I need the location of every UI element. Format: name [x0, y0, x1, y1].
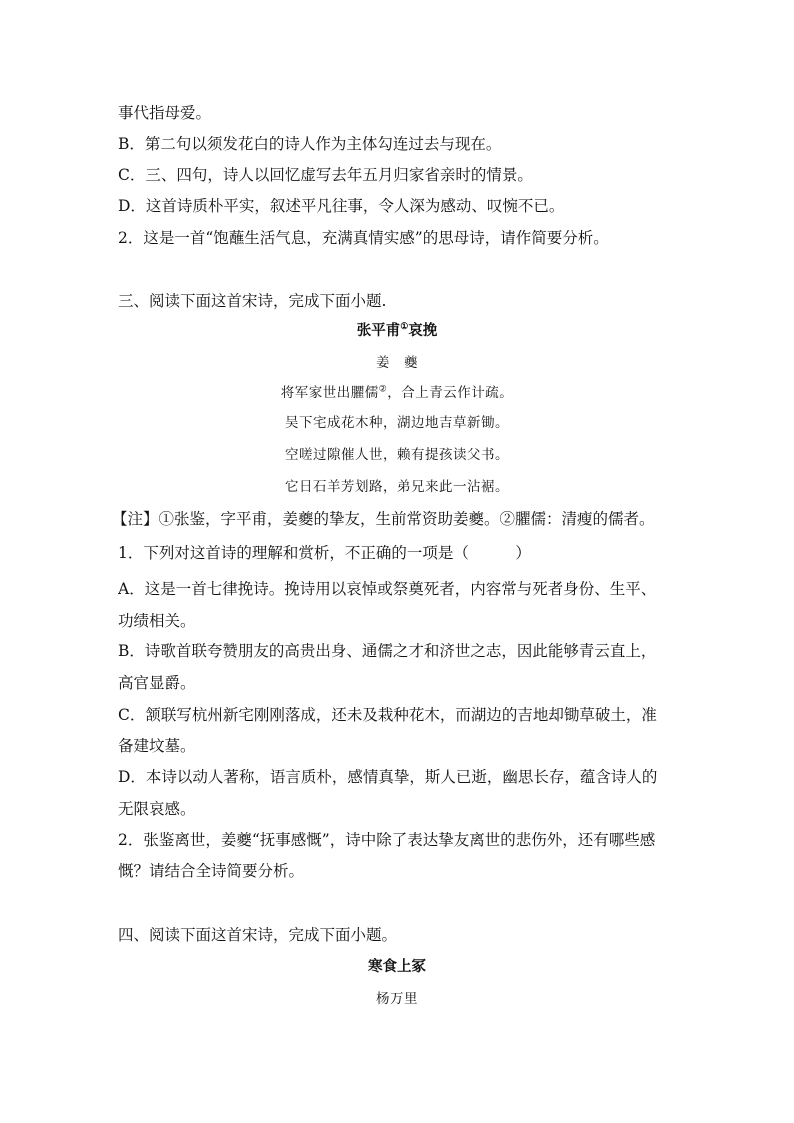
poem-title-text: 张平甫	[356, 322, 401, 339]
option-d: D．这首诗质朴平实，叙述平凡往事，令人深为感动、叹惋不已。	[118, 197, 565, 215]
option-a-line-2: 功绩相关。	[118, 612, 196, 630]
poem-line-1-b: ，合上青云作计疏。	[387, 385, 514, 401]
option-d-line-2: 无限哀感。	[118, 800, 196, 818]
option-b: B．第二句以须发花白的诗人作为主体勾连过去与现在。	[118, 135, 502, 153]
option-b-line-2: 高官显爵。	[118, 674, 196, 692]
poem-title-2: 寒食上冢	[368, 958, 426, 975]
poem-author-2: 杨万里	[376, 991, 418, 1007]
poem-line-2: 吴下宅成花木种，湖边地吉草新锄。	[285, 415, 509, 431]
option-c: C．三、四句，诗人以回忆虚写去年五月归家省亲时的情景。	[118, 166, 533, 184]
text-line: 事代指母爱。	[118, 104, 212, 122]
poem-line-1-a: 将军家世出臞儒	[280, 385, 379, 401]
option-d-line-1: D．本诗以动人著称，语言质朴，感情真挚，斯人已逝，幽思长存，蕴含诗人的	[118, 768, 658, 786]
poem-note: 【注】①张鉴，字平甫，姜夔的挚友，生前常资助姜夔。②臞儒：清瘦的儒者。	[112, 510, 655, 528]
option-c-line-1: C．颔联写杭州新宅刚刚落成，还未及栽种花木，而湖边的吉地却锄草破土，准	[118, 706, 657, 724]
poem-title-suffix: 哀挽	[408, 322, 438, 339]
option-b-line-1: B．诗歌首联夸赞朋友的高贵出身、通儒之才和济世之志，因此能够青云直上，	[118, 642, 657, 660]
question-1: 1．下列对这首诗的理解和赏析，不正确的一项是（ ）	[118, 544, 531, 562]
poem-author: 姜 夔	[376, 355, 418, 371]
question-2-line-1: 2．张鉴离世，姜夔“抚事感慨”，诗中除了表达挚友离世的悲伤外，还有哪些感	[118, 831, 656, 849]
section-3-heading: 三、阅读下面这首宋诗，完成下面小题.	[118, 292, 387, 310]
option-c-line-2: 备建坟墓。	[118, 737, 196, 755]
footnote-mark-2: ②	[378, 384, 388, 395]
poem-line-1	[0, 382, 794, 404]
question-2: 2．这是一首“饱蘸生活气息，充满真情实感”的思母诗，请作简要分析。	[118, 229, 609, 247]
poem-title	[0, 320, 794, 342]
section-4-heading: 四、阅读下面这首宋诗，完成下面小题。	[118, 926, 398, 944]
question-2-line-2: 慨？请结合全诗简要分析。	[118, 862, 305, 880]
poem-line-4: 它日石羊芳划路，弟兄来此一沾裾。	[285, 479, 509, 495]
option-a-line-1: A．这是一首七律挽诗。挽诗用以哀悼或祭奠死者，内容常与死者身份、生平、	[118, 580, 657, 598]
poem-line-3: 空嗟过隙催人世，赖有提孩读父书。	[285, 447, 509, 463]
footnote-mark-1: ①	[400, 322, 409, 333]
